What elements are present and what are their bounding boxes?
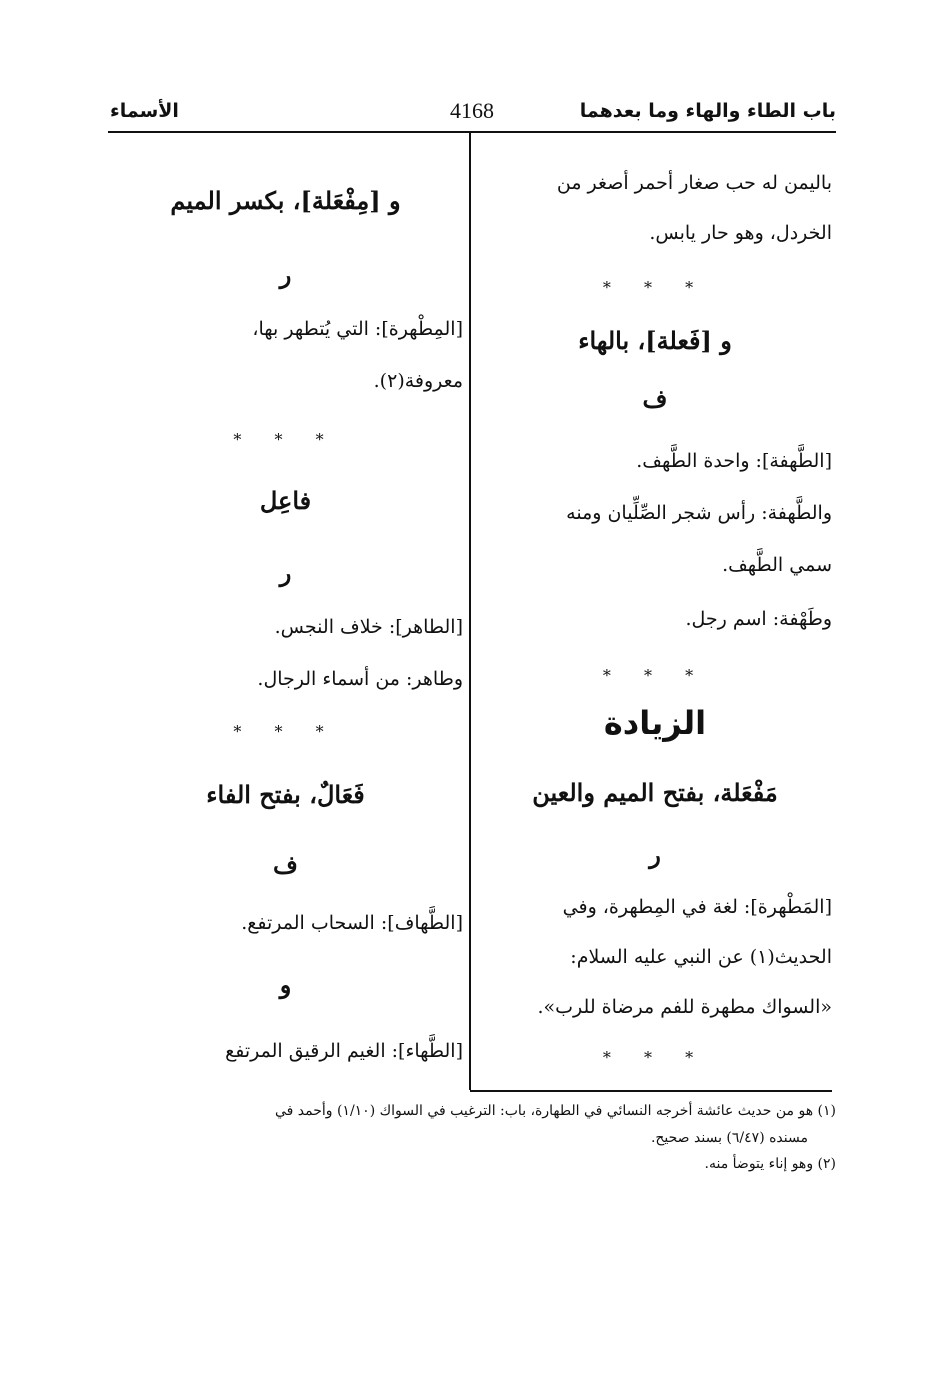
root-letter: ر [279,260,292,289]
entry-line: [المِطْهرة]: التي يُتطهر بها، [252,318,463,340]
entry-line: وطَهْفة: اسم رجل. [685,608,832,630]
entry-line: الحديث(١) عن النبي عليه السلام: [570,946,832,968]
entry-line: سمي الطَّهف. [722,554,832,576]
separator-stars: * * * [602,278,708,297]
root-letter: و [279,970,292,999]
page-number: 4168 [450,98,494,123]
separator-stars: * * * [602,666,708,685]
chapter-title: باب الطاء والهاء وما بعدهما [579,100,836,122]
entry-line: معروفة(٢). [373,370,463,392]
entry-line: [الطاهر]: خلاف النجس. [274,616,463,638]
footnote-line: (٢) وهو إناء يتوضأ منه. [704,1156,836,1173]
section-heading: فاعِل [259,486,312,515]
root-letter: ف [273,850,298,879]
root-letter: ر [649,840,661,869]
separator-stars: * * * [233,430,338,449]
entry-line: وطاهر: من أسماء الرجال. [257,668,463,690]
major-heading: الزيادة [603,704,707,742]
entry-line: [الطَّهاف]: السحاب المرتفع. [241,912,463,934]
section-heading: و [فَعلة]، بالهاء [578,326,732,355]
root-letter: ر [279,558,292,587]
separator-stars: * * * [233,722,338,741]
root-letter: ف [642,384,668,413]
footnote-line: مسنده (٦/٤٧) بسند صحيح. [650,1129,808,1146]
header-rule [108,131,836,133]
separator-stars: * * * [602,1048,708,1067]
paragraph-line: باليمن له حب صغار أحمر أصغر من [556,172,832,194]
section-heading: و [مِفْعَلة]، بكسر الميم [170,186,401,215]
footnote-line: (١) هو من حديث عائشة أخرجه النسائي في الطهارة، باب: الترغيب في السواك (١/١٠) وأحمد في [274,1103,836,1119]
entry-line: [الطَّهفة]: واحدة الطَّهف. [636,450,832,472]
section-heading: مَفْعَلة، بفتح الميم والعين [532,778,778,807]
entry-line: [المَطْهرة]: لغة في المِطهرة، وفي [562,896,832,918]
entry-line: «السواك مطهرة للفم مرضاة للرب». [537,996,832,1018]
column-divider [469,133,471,1090]
page-header [108,100,836,134]
entry-line: [الطَّهاء]: الغيم الرقيق المرتفع [225,1040,463,1062]
paragraph-line: الخردل، وهو حار يابس. [649,222,832,244]
footnotes [108,1098,836,1178]
section-title: الأسماء [110,100,179,122]
footnote-rule [470,1090,832,1092]
entry-line: والطَّهفة: رأس شجر الصِّلِّيان ومنه [566,502,832,524]
section-heading: فَعَالٌ، بفتح الفاء [206,780,365,809]
